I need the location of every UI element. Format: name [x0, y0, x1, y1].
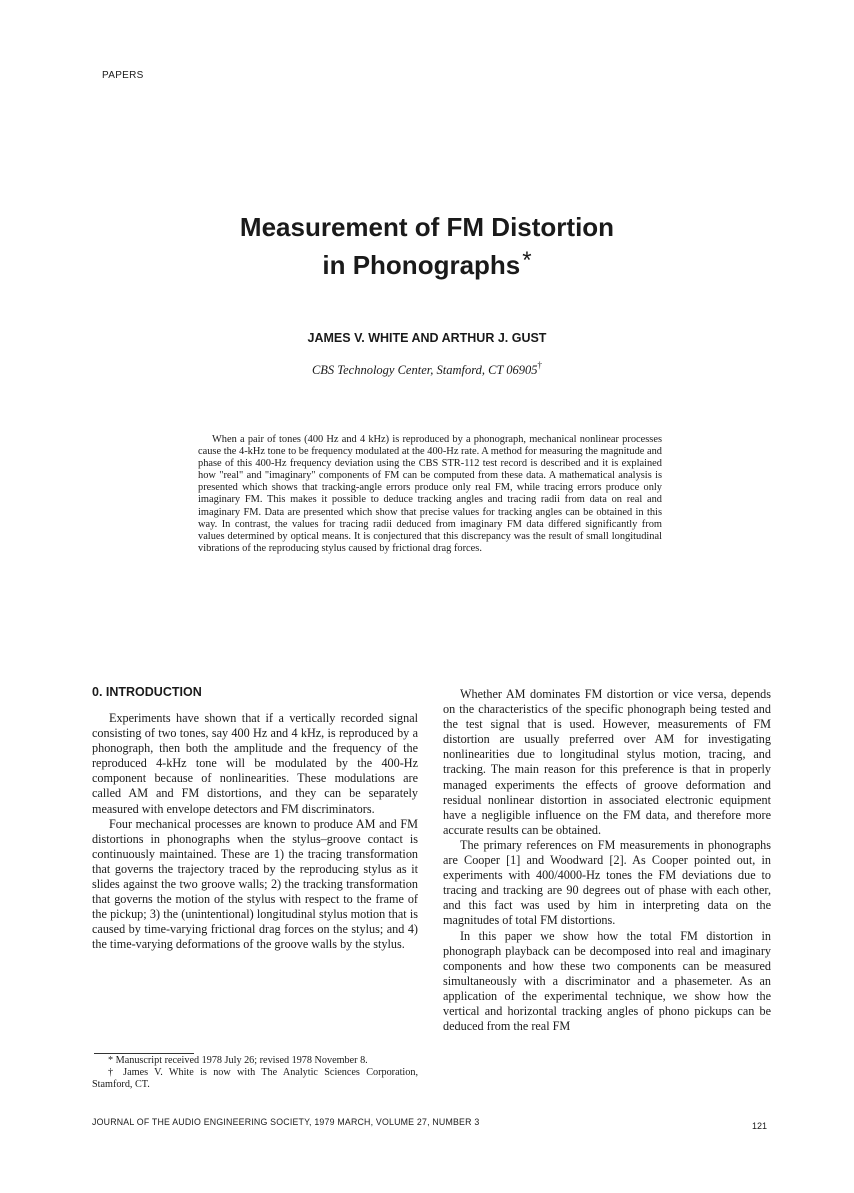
paragraph: Experiments have shown that if a vertically recorded signal consisting of two tones, say 400 Hz and 4 kHz, is reproduced by a phonograph, then both the amplitude and the frequency of the reproduced 4-kHz tone will be modulated by the 400-Hz component because of nonlinearities. These modulations are called AM and FM distortions, and they can be separately measured with envelope detectors and FM discriminators.: [92, 711, 418, 816]
affiliation-footnote-marker: †: [537, 360, 543, 370]
title-footnote-marker: *: [522, 247, 532, 274]
authors: JAMES V. WHITE AND ARTHUR J. GUST: [307, 331, 547, 345]
footnotes: [92, 1055, 418, 1090]
title-line-1: Measurement of FM Distortion: [239, 212, 615, 242]
affiliation-text: CBS Technology Center, Stamford, CT 06905: [311, 363, 538, 377]
section-heading-introduction: 0. INTRODUCTION: [92, 685, 202, 699]
left-column: [92, 711, 418, 953]
title-line-2-text: in Phonographs: [322, 250, 521, 280]
right-column: [443, 687, 771, 1034]
paragraph: In this paper we show how the total FM distortion in phonograph playback can be decomposed into real and imaginary components and how these two components can be measured simultaneously with a discriminator and a phasemeter. As an application of the experimental technique, we show how the vertical and horizontal tracking angles of phono pickups can be deduced from the real FM: [443, 928, 771, 1034]
footnote-divider: [94, 1053, 194, 1054]
paper-title: [0, 210, 854, 282]
journal-footer: JOURNAL OF THE AUDIO ENGINEERING SOCIETY, 1979 MARCH, VOLUME 27, NUMBER 3: [92, 1117, 480, 1127]
footnote-manuscript: * Manuscript received 1978 July 26; revised 1978 November 8.: [108, 1055, 368, 1066]
abstract: When a pair of tones (400 Hz and 4 kHz) is reproduced by a phonograph, mechanical nonlinear processes cause the 4-kHz tone to be frequency modulated at the 400-Hz rate. A method for measuring the magnitude and phase of this 400-Hz frequency deviation using the CBS STR-112 test record is described and it is explained how "real" and "imaginary" components of FM can be computed from these data. A mathematical analysis is presented which shows that tracking-angle errors produce only real FM, while tracing errors produce only imaginary FM. This makes it possible to deduce tracking angles and tracing radii from data on real and imaginary FM. Data are presented which show that precise values for tracking angles can be obtained in this way. In contrast, the values for tracing radii deduced from imaginary FM data differed significantly from values determined by optical means. It is conjectured that this discrepancy was the result of small longitudinal vibrations of the reproducing stylus caused by frictional drag forces.: [198, 434, 662, 554]
section-label: PAPERS: [102, 70, 144, 81]
footnote-author: † James V. White is now with The Analytic Sciences Corporation, Stamford, CT.: [92, 1066, 418, 1090]
affiliation: [0, 360, 854, 378]
paragraph: The primary references on FM measurements in phonographs are Cooper [1] and Woodward [2]. As Cooper pointed out, in experiments with 400/4000-Hz tones the FM deviations due to tracing and tracking are 90 degrees out of phase with each other, and this fact was used by him in interpreting data on the magnitudes of total FM distortions.: [443, 837, 771, 928]
paragraph: Four mechanical processes are known to produce AM and FM distortions in phonographs when the stylus–groove contact is continuously maintained. These are 1) the tracing transformation that governs the trajectory traced by the reproducing stylus as it slides against the two groove walls; 2) the tracking transformation that governs the motion of the stylus with respect to the frame of the pickup; 3) the (unintentional) longitudinal stylus motion that is caused by time-varying frictional drag forces on the stylus; and 4) the time-varying deformations of the groove walls by the stylus.: [92, 816, 418, 952]
paragraph: Whether AM dominates FM distortion or vice versa, depends on the characteristics of the specific phonograph being tested and the test signal that is used. However, measurements of FM distortion are usually preferred over AM for investigating nonlinearities due to longitudinal stylus motion, tracing, and tracking. The main reason for this preference is that in properly managed experiments the effects of groove deformation and residual nonlinear distortion in associated electronic equipment have a negligible influence on the FM data, and therefore more accurate results can be obtained.: [443, 687, 771, 837]
title-line-2: [0, 244, 854, 282]
page-number: 121: [752, 1121, 768, 1131]
